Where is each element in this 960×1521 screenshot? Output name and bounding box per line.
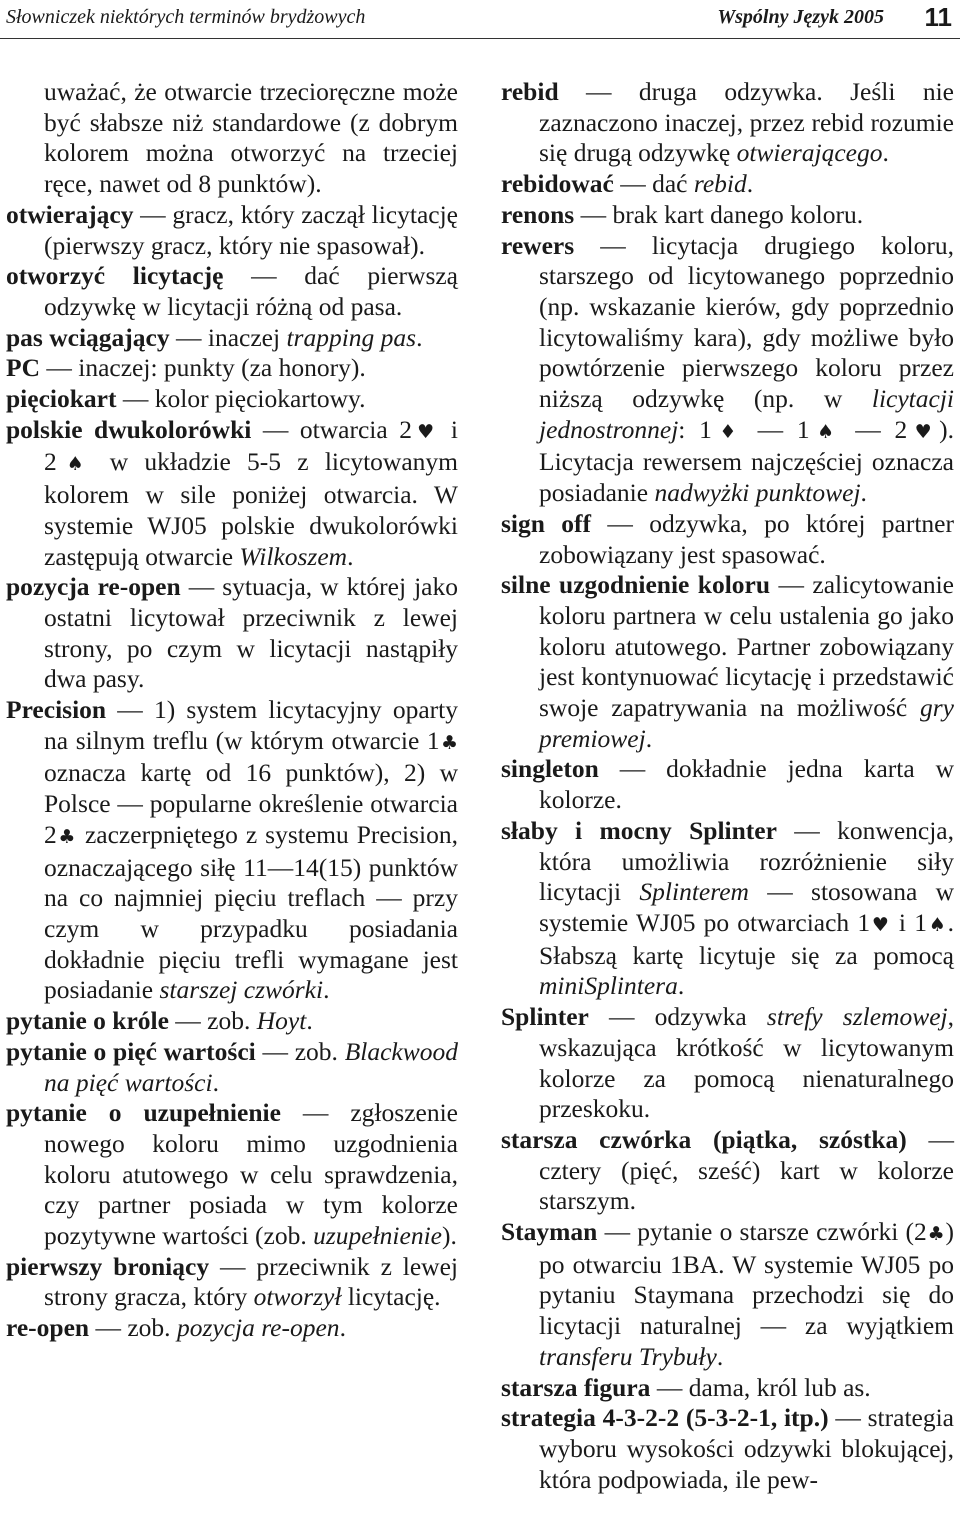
- glossary-entry: starsza czwórka (piątka, szóstka) — cztery (pięć, sześć) kart w kolorze starszym.: [501, 1124, 955, 1216]
- cross-reference: pozycja re-open: [176, 1313, 340, 1343]
- glossary-entry: rewers — licytacja drugiego koloru, starszego od licytowanego poprzednio (np. wskazanie kierów, gdy poprzednio licytowaliśmy kara), gdy możliwe było powtórzenie pierwszego koloru przez niższą odzywkę (np. w licytacji jednostronnej: 1♦ — 1♠ — 2♥). Licytacja rewersem najczęściej oznacza posiadanie nadwyżki punktowej.: [501, 230, 954, 508]
- page-number: 11: [924, 2, 952, 32]
- glossary-entry: pytanie o uzupełnienie — zgłoszenie nowego koloru mimo uzgodnienia koloru atutowego w celu sprawdzenia, czy partner posiada w tym kolorze pozytywne wartości (zob. uzupełnienie).: [6, 1098, 458, 1251]
- cross-reference: starszej czwórki: [159, 975, 324, 1005]
- entry-term: pytanie o pięć wartości: [6, 1036, 256, 1066]
- cross-reference: gry premiowej: [539, 693, 954, 753]
- glossary-entry: re-open — zob. pozycja re-open.: [6, 1313, 346, 1343]
- entry-definition: — sytuacja, w której jako ostatni licytował przeciwnik z lewej strony, po czym w licytacji nastąpiły dwa pasy.: [44, 572, 458, 694]
- cross-reference: otworzył: [253, 1282, 342, 1312]
- glossary-entry: Splinter — odzywka strefy szlemowej, wskazująca krótkość w licytowanym kolorze za pomocą nienaturalnego przeskoku.: [501, 1002, 954, 1124]
- glossary-entry: pierwszy broniący — przeciwnik z lewej strony gracza, który otworzył licytację.: [6, 1251, 459, 1312]
- heart-icon: ♥: [907, 420, 940, 443]
- header-publication: Wspólny Język 2005: [717, 6, 884, 28]
- entry-term: sign off: [501, 508, 592, 538]
- glossary-entry: [6, 353, 458, 384]
- continued-text: uważać, że otwarcie trzecioręczne może być słabsze niż standardowe (z dobrym kolorem można otworzyć na trzeciej ręce, nawet od 8 punktów).: [44, 77, 458, 199]
- entry-term: re-open: [6, 1313, 90, 1343]
- glossary-entry: starsza figura — dama, król lub as.: [501, 1372, 871, 1402]
- glossary-entry: silne uzgodnienie koloru — zalicytowanie koloru partnera w celu ustalenia go jako koloru atutowego. Partner zobowiązany jest kontynuować licytację i przedstawić swoje zapatrywania na możliwość gry premiowej.: [501, 570, 954, 753]
- entry-term: Stayman: [501, 1217, 598, 1247]
- glossary-entry: pas wciągający — inaczej trapping pas.: [6, 322, 423, 352]
- entry-term: pas wciągający: [6, 322, 170, 352]
- spade-icon: ♠: [926, 913, 948, 936]
- left-column: [6, 77, 458, 1344]
- glossary-entry: Precision — 1) system licytacyjny oparty na silnym treflu (w którym otwarcie 1♣ oznacza kartę od 16 punktów), 2) w Polsce — popularne określenie otwarcia 2♣ zaczerpniętego z systemu Precision, oznaczającego siłę 11—14(15) punktów na co najmniej pięciu treflach — przy czym w przypadku posiadania dokładnie pięciu trefli wymagane jest posiadanie starszej czwórki.: [6, 695, 458, 1005]
- club-icon: ♣: [56, 825, 77, 848]
- glossary-entry: pytanie o króle — zob. Hoyt.: [6, 1006, 313, 1036]
- glossary-entry: sign off — odzywka, po której partner zobowiązany jest spasować.: [501, 508, 954, 569]
- diamond-icon: ♦: [711, 420, 744, 443]
- glossary-entry: rebid — druga odzywka. Jeśli nie zaznaczono inaczej, przez rebid rozumie się drugą odzywkę otwierającego.: [501, 77, 954, 168]
- glossary-entry: rebidować — dać rebid.: [501, 169, 754, 199]
- entry-term: słaby i mocny Splinter: [501, 815, 777, 845]
- right-column: [501, 77, 954, 1495]
- glossary-entry: pytanie o pięć wartości — zob. Blackwood na pięć wartości.: [6, 1036, 458, 1097]
- spade-icon: ♠: [56, 453, 94, 476]
- cross-reference: rebid: [693, 169, 747, 199]
- entry-term: otwierający: [6, 199, 134, 229]
- cross-reference: otwierającego: [736, 138, 883, 168]
- club-icon: ♣: [926, 1223, 946, 1246]
- entry-term: strategia 4-3-2-2 (5-3-2-1, itp.): [501, 1403, 829, 1433]
- entry-definition: — kolor pięciokartowy.: [116, 384, 366, 414]
- glossary-entry: [6, 384, 458, 415]
- spade-icon: ♠: [809, 420, 842, 443]
- entry-term: otworzyć licytację: [6, 261, 224, 291]
- entry-term: starsza czwórka (piątka, szóstka): [501, 1124, 907, 1154]
- cross-reference: Blackwood na pięć wartości: [44, 1036, 458, 1097]
- heart-icon: ♥: [870, 913, 891, 936]
- cross-reference: Splinterem: [639, 877, 749, 907]
- entry-term: renons: [501, 199, 575, 229]
- glossary-entry: [6, 200, 458, 261]
- entry-term: Splinter: [501, 1002, 589, 1032]
- entry-term: singleton: [501, 754, 599, 784]
- entry-term: pytanie o uzupełnienie: [6, 1098, 281, 1128]
- entry-definition: — dać pierwszą odzywkę w licytacji różną od pasa.: [44, 261, 459, 321]
- entry-term: pierwszy broniący: [6, 1251, 210, 1281]
- entry-definition: — inaczej: punkty (za honory).: [40, 353, 366, 383]
- entry-term: pytanie o króle: [6, 1006, 169, 1036]
- entry-term: PC: [6, 353, 40, 383]
- glossary-entry: renons — brak kart danego koloru.: [501, 199, 864, 229]
- entry-term: silne uzgodnienie koloru: [501, 570, 771, 600]
- entry-definition: — inaczej: [169, 322, 287, 352]
- entry-definition: — gracz, który zaczął licytację (pierwszy gracz, który nie spasował).: [44, 199, 458, 260]
- entry-term: polskie dwukolorówki: [6, 414, 252, 444]
- glossary-entry: [6, 572, 458, 695]
- entry-term: pozycja re-open: [6, 572, 181, 602]
- entry-term: pięciokart: [6, 384, 117, 414]
- entry-term: rebidować: [501, 169, 614, 199]
- entry-term: rewers: [501, 230, 575, 260]
- glossary-entry: [6, 261, 458, 322]
- entry-term: starsza figura: [501, 1372, 651, 1402]
- cross-reference: uzupełnienie: [313, 1221, 442, 1251]
- heart-icon: ♥: [412, 420, 440, 443]
- club-icon: ♣: [439, 731, 458, 754]
- cross-reference: nadwyżki punktowej: [654, 478, 861, 508]
- entry-term: Precision: [6, 695, 107, 725]
- cross-reference: licytacji jednostronnej: [539, 384, 954, 444]
- running-header: [0, 0, 960, 38]
- header-title: Słowniczek niektórych terminów brydżowych: [6, 6, 366, 28]
- cross-reference: Wilkoszem: [239, 541, 348, 571]
- glossary-entry: Stayman — pytanie o starsze czwórki (2♣) po otwarciu 1BA. W systemie WJ05 po pytaniu Staymana przechodzi się do licytacji naturalnej — za wyjątkiem transferu Trybuły.: [501, 1217, 954, 1371]
- header-rule: [0, 38, 960, 39]
- entry-term: rebid: [501, 77, 559, 106]
- glossary-entry: polskie dwukolorówki — otwarcia 2♥ i 2♠ w układzie 5-5 z licytowanym kolorem w sile poniżej otwarcia. W systemie WJ05 polskie dwukolorówki zastępują otwarcie Wilkoszem.: [6, 414, 458, 571]
- cross-reference: transferu Trybuły: [539, 1341, 717, 1371]
- glossary-entry: strategia 4-3-2-2 (5-3-2-1, itp.) — strategia wyboru wysokości odzywki blokującej, która podpowiada, ile pew-: [501, 1403, 955, 1494]
- glossary-entry: słaby i mocny Splinter — konwencja, która umożliwia rozróżnienie siły licytacji Splinterem — stosowana w systemie WJ05 po otwarciach 1♥ i 1♠. Słabszą kartę licytuje się za pomocą miniSplintera.: [501, 815, 954, 1001]
- cross-reference: Hoyt: [256, 1006, 307, 1036]
- glossary-entry: singleton — dokładnie jedna karta w kolorze.: [501, 754, 954, 815]
- cross-reference: trapping pas: [286, 322, 417, 352]
- cross-reference: miniSplintera: [539, 971, 678, 1001]
- cross-reference: strefy szlemowej: [766, 1002, 948, 1032]
